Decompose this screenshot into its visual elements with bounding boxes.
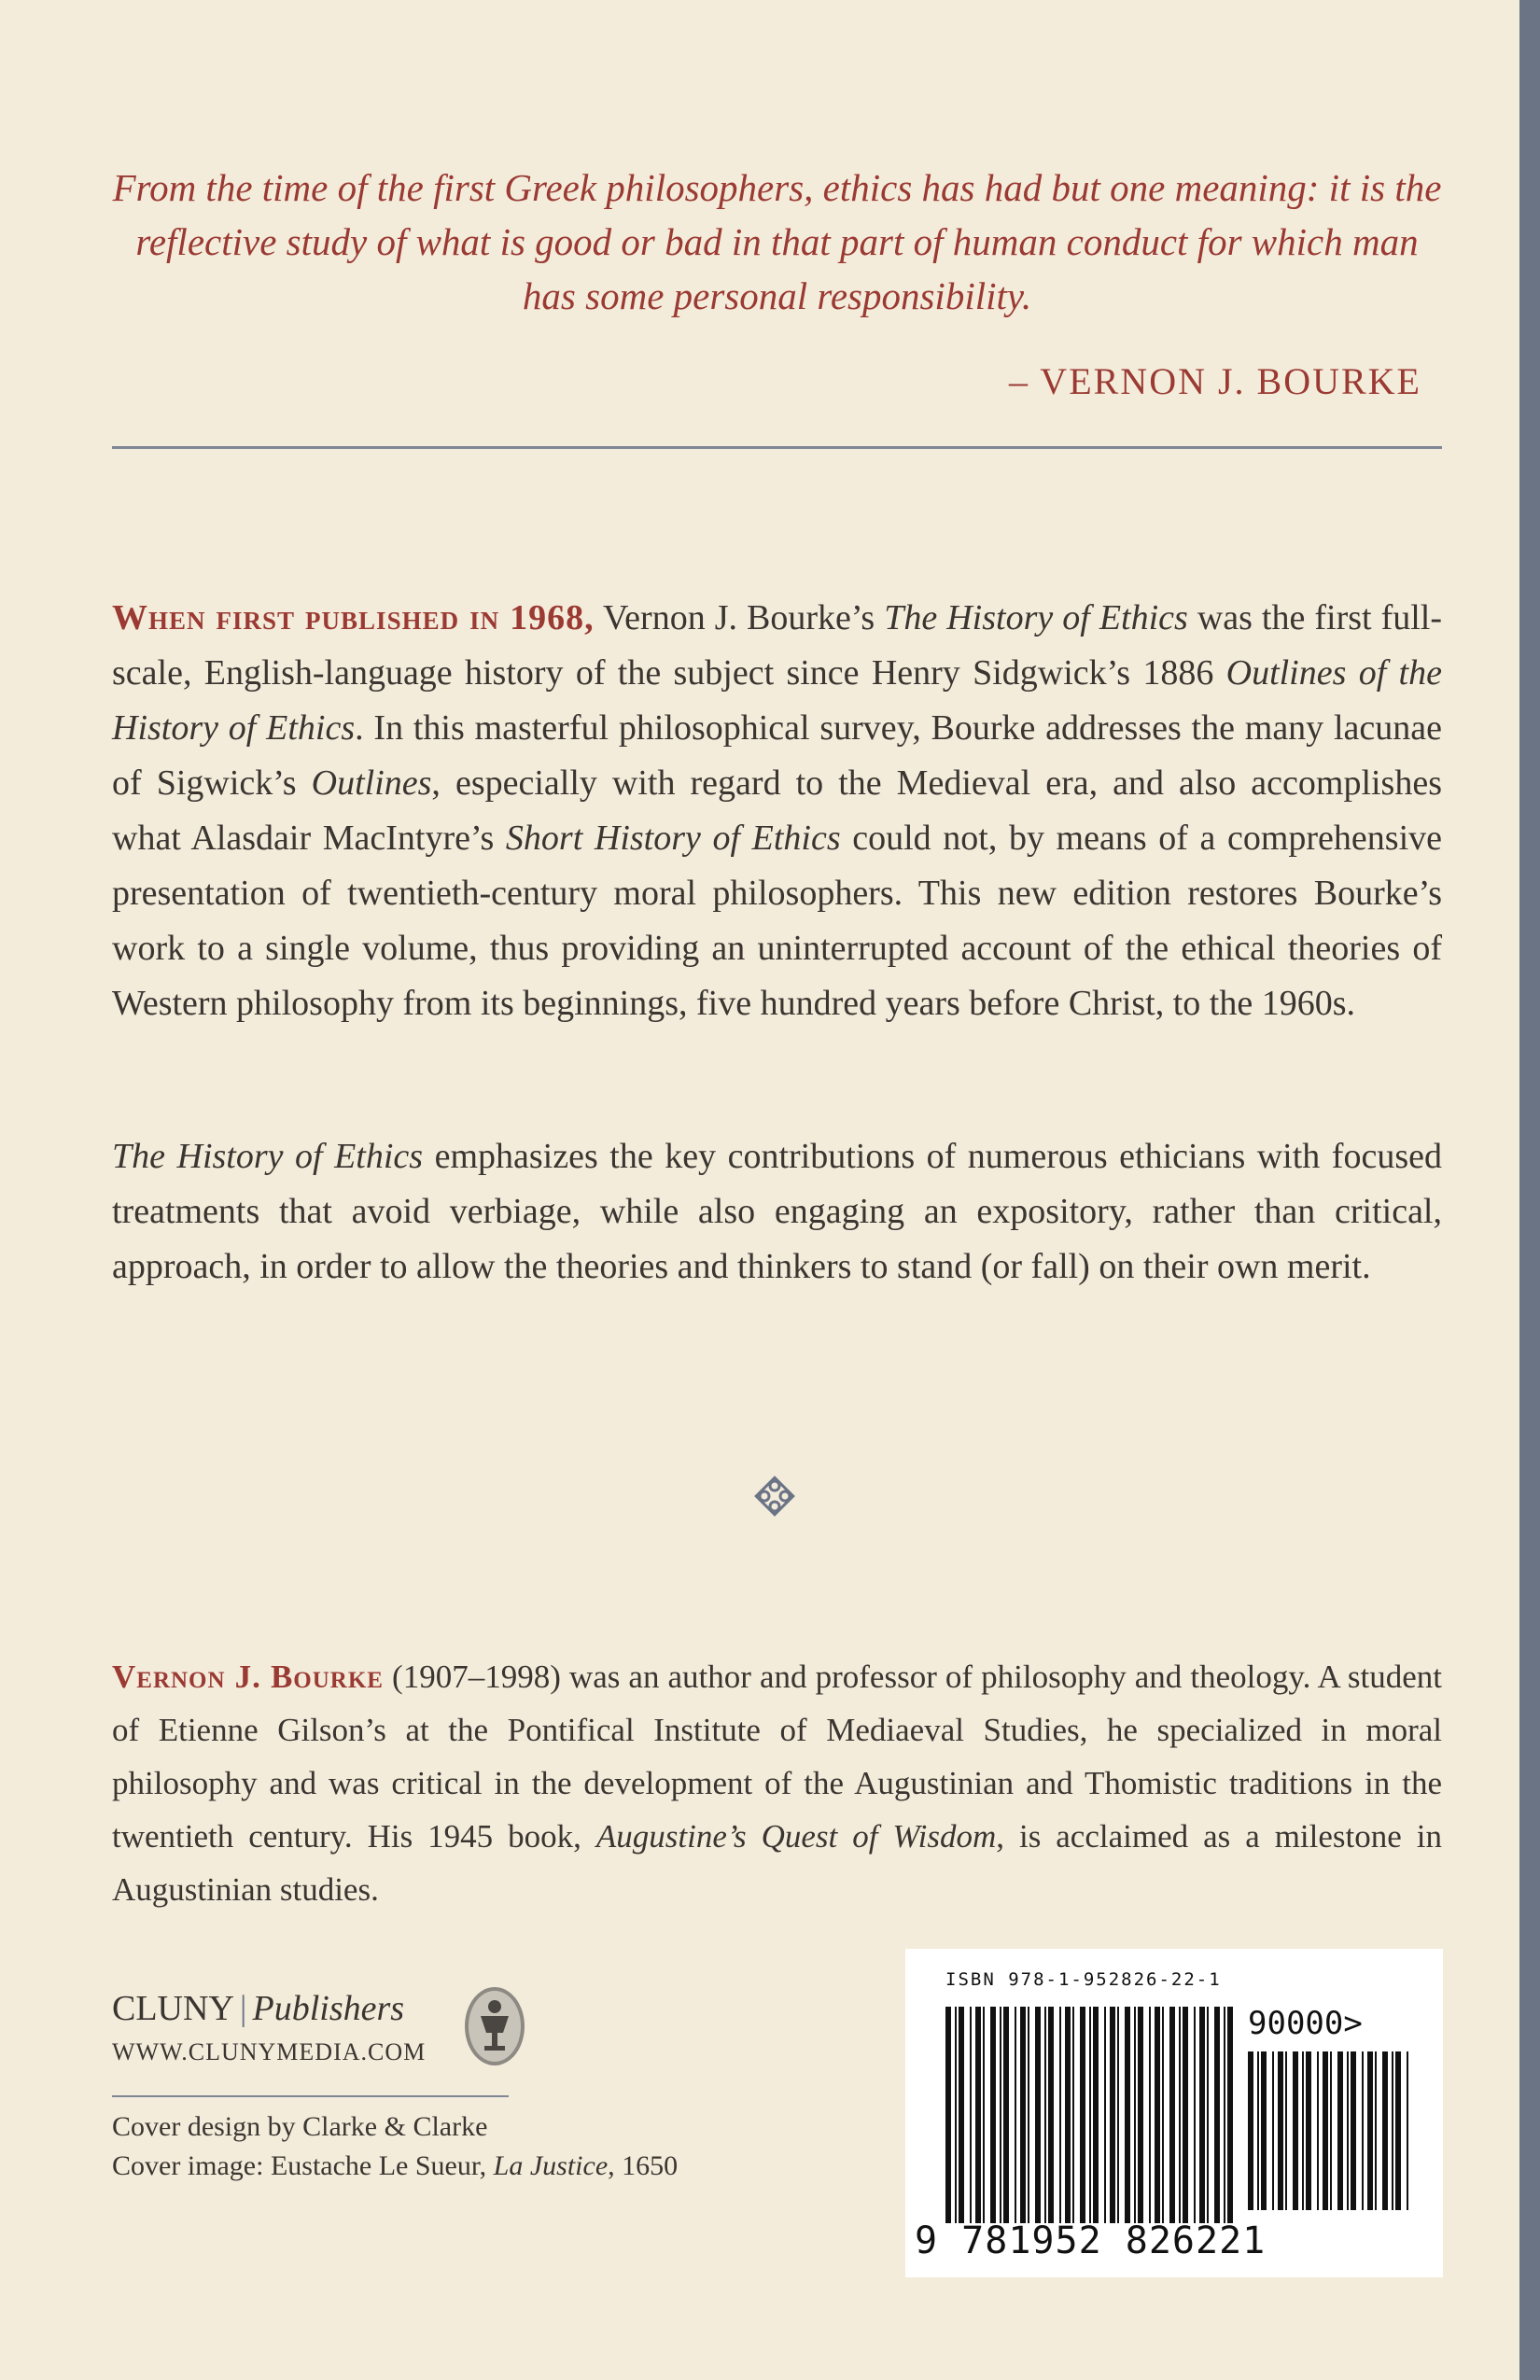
barcode-bar xyxy=(1110,2007,1115,2223)
book-title: Short History of Ethics xyxy=(505,819,841,858)
barcode-bar xyxy=(1003,2007,1009,2223)
barcode-bar xyxy=(1089,2007,1091,2223)
isbn-label: ISBN 978-1-952826-22-1 xyxy=(945,1969,1222,1990)
book-title: Outlines xyxy=(311,763,432,803)
barcode-main-bars xyxy=(945,2007,1235,2223)
spine-edge xyxy=(1519,0,1540,2380)
book-title: Outlines of the History of Ethics xyxy=(112,653,1442,748)
barcode-bar xyxy=(1278,2051,1283,2210)
barcode-bar xyxy=(1080,2007,1085,2223)
barcode-bar xyxy=(1104,2007,1106,2223)
barcode-bar xyxy=(1183,2007,1188,2223)
credit-text: Cover image: Eustache Le Sueur, xyxy=(112,2150,494,2181)
barcode-bar xyxy=(1302,2051,1304,2210)
knot-ornament-icon xyxy=(749,1470,801,1522)
publisher-rule xyxy=(112,2095,509,2097)
barcode-bar xyxy=(1117,2007,1119,2223)
barcode-bar xyxy=(1367,2051,1373,2210)
barcode-bar xyxy=(1072,2007,1074,2223)
barcode-bar xyxy=(1015,2007,1016,2223)
barcode-bar xyxy=(1179,2007,1181,2223)
barcode-bar xyxy=(1169,2007,1175,2223)
barcode-bar xyxy=(975,2007,981,2223)
barcode-bar xyxy=(1375,2051,1377,2210)
barcode-bar xyxy=(955,2007,957,2223)
description-paragraph-2 xyxy=(112,1129,1442,1295)
epigraph-quote: From the time of the first Greek philosophers, ethics has had but one meaning: it is the reflective study of what is good or bad in that part of human conduct for which man has some personal responsibility. xyxy=(112,166,1442,317)
publisher-name xyxy=(112,1988,635,2029)
barcode-bar xyxy=(1347,2051,1349,2210)
barcode-bar xyxy=(1323,2051,1328,2210)
bio-text: (1907–1998) was an author and professor of philosophy and theology. A student of Etienne Gilson’s at the Pontifical Institute of Mediaeval Studies, he specialized in moral philosophy and was critical in the development of the Augustinian and Thomistic traditions in the twentieth century. His 1945 book, xyxy=(112,1659,1442,1855)
publisher-block xyxy=(112,1988,635,2066)
barcode-bar xyxy=(1020,2007,1026,2223)
barcode-bar xyxy=(1337,2051,1343,2210)
description-text: . In this masterful philosophical survey, Bourke addresses the many lacunae of Sigwick’s xyxy=(112,708,1442,803)
barcode-bar xyxy=(1362,2051,1364,2210)
barcode-bar xyxy=(1227,2007,1233,2223)
book-title: Augustine’s Quest of Wisdom xyxy=(595,1818,997,1855)
bio-text: , is acclaimed as a milestone in Augustinian studies. xyxy=(112,1818,1442,1908)
barcode-bar xyxy=(1248,2051,1253,2210)
barcode-bar xyxy=(1155,2007,1160,2223)
barcode-bar xyxy=(1093,2007,1099,2223)
barcode-bar xyxy=(1272,2051,1274,2210)
barcode-bar xyxy=(1000,2007,1001,2223)
barcode-bar xyxy=(959,2007,964,2223)
barcode-bar xyxy=(1382,2051,1388,2210)
isbn-barcode xyxy=(905,1949,1443,2277)
barcode-bar xyxy=(1392,2051,1393,2210)
description-text: Vernon J. Bourke’s xyxy=(594,598,885,637)
barcode-bar xyxy=(1035,2007,1041,2223)
barcode-bar xyxy=(1261,2051,1267,2210)
barcode-bar xyxy=(1065,2007,1071,2223)
barcode-bar xyxy=(970,2007,972,2223)
barcode-bar xyxy=(1044,2007,1046,2223)
barcode-bar xyxy=(1214,2007,1220,2223)
barcode-bar xyxy=(990,2007,996,2223)
barcode-bar xyxy=(1207,2007,1209,2223)
description-lead: When first published in 1968, xyxy=(112,598,595,637)
author-name: Vernon J. Bourke xyxy=(112,1659,384,1695)
barcode-bar xyxy=(1285,2051,1287,2210)
divider-rule xyxy=(112,446,1442,449)
publisher-url: WWW.CLUNYMEDIA.COM xyxy=(112,2038,427,2065)
publisher-label: Publishers xyxy=(252,1989,405,2028)
book-title: The History of Ethics xyxy=(884,598,1188,637)
barcode-bar xyxy=(1306,2051,1311,2210)
barcode-bar xyxy=(1199,2007,1205,2223)
barcode-bar xyxy=(1257,2051,1259,2210)
barcode-digits: 9 781952 826221 xyxy=(915,2219,1267,2262)
barcode-bar xyxy=(1293,2051,1298,2210)
barcode-bar xyxy=(1028,2007,1029,2223)
cover-design-credit: Cover design by Clarke & Clarke xyxy=(112,2111,488,2142)
barcode-bar xyxy=(1224,2007,1225,2223)
publisher-brand: CLUNY xyxy=(112,1989,234,2028)
cover-credits xyxy=(112,2107,678,2186)
barcode-addon-bars xyxy=(1248,2051,1411,2210)
description-text: emphasizes the key contributions of numerous ethicians with focused treatments that avoid verbiage, while also engaging an expository, rather than critical, approach, in order to allow the theories and thinkers to stand (or fall) on their own merit. xyxy=(112,1137,1442,1286)
barcode-bar xyxy=(983,2007,985,2223)
cover-image-credit xyxy=(112,2147,678,2186)
barcode-bar xyxy=(1149,2007,1151,2223)
chalice-seal-icon xyxy=(462,1984,527,2068)
barcode-bar xyxy=(1138,2007,1143,2223)
artwork-title: La Justice xyxy=(493,2150,609,2181)
barcode-bar xyxy=(1317,2051,1319,2210)
barcode-bar xyxy=(1125,2007,1130,2223)
credit-text: , 1650 xyxy=(608,2150,679,2181)
price-code: 90000> xyxy=(1248,2005,1363,2042)
barcode-bar xyxy=(1330,2051,1332,2210)
barcode-bar xyxy=(1407,2051,1408,2210)
description-text: could not, by means of a comprehensive presentation of twentieth-century moral philosophers. This new edition restores Bourke’s work to a single volume, thus providing an uninterrupted account of the ethical theories of Western philosophy from its beginnings, five hundred years before Christ, to the 1960s. xyxy=(112,819,1442,1023)
barcode-bar xyxy=(1395,2051,1401,2210)
book-title: The History of Ethics xyxy=(112,1137,424,1176)
epigraph-author: – VERNON J. BOURKE xyxy=(1009,360,1421,402)
barcode-bar xyxy=(1351,2051,1356,2210)
barcode-bar xyxy=(1059,2007,1061,2223)
description-text: was the first full-scale, English-language history of the subject since Henry Sidgwick’s 1886 xyxy=(112,598,1443,693)
publisher-separator: | xyxy=(239,1989,247,2028)
author-bio xyxy=(112,1650,1442,1916)
barcode-bar xyxy=(1048,2007,1054,2223)
barcode-bar xyxy=(1162,2007,1164,2223)
barcode-bar xyxy=(1134,2007,1136,2223)
description-text: , especially with regard to the Medieval era, and also accomplishes what Alasdair MacIntyre’s xyxy=(112,763,1442,858)
barcode-bar xyxy=(1194,2007,1196,2223)
description-paragraph-1 xyxy=(112,591,1442,1031)
barcode-bar xyxy=(945,2007,951,2223)
